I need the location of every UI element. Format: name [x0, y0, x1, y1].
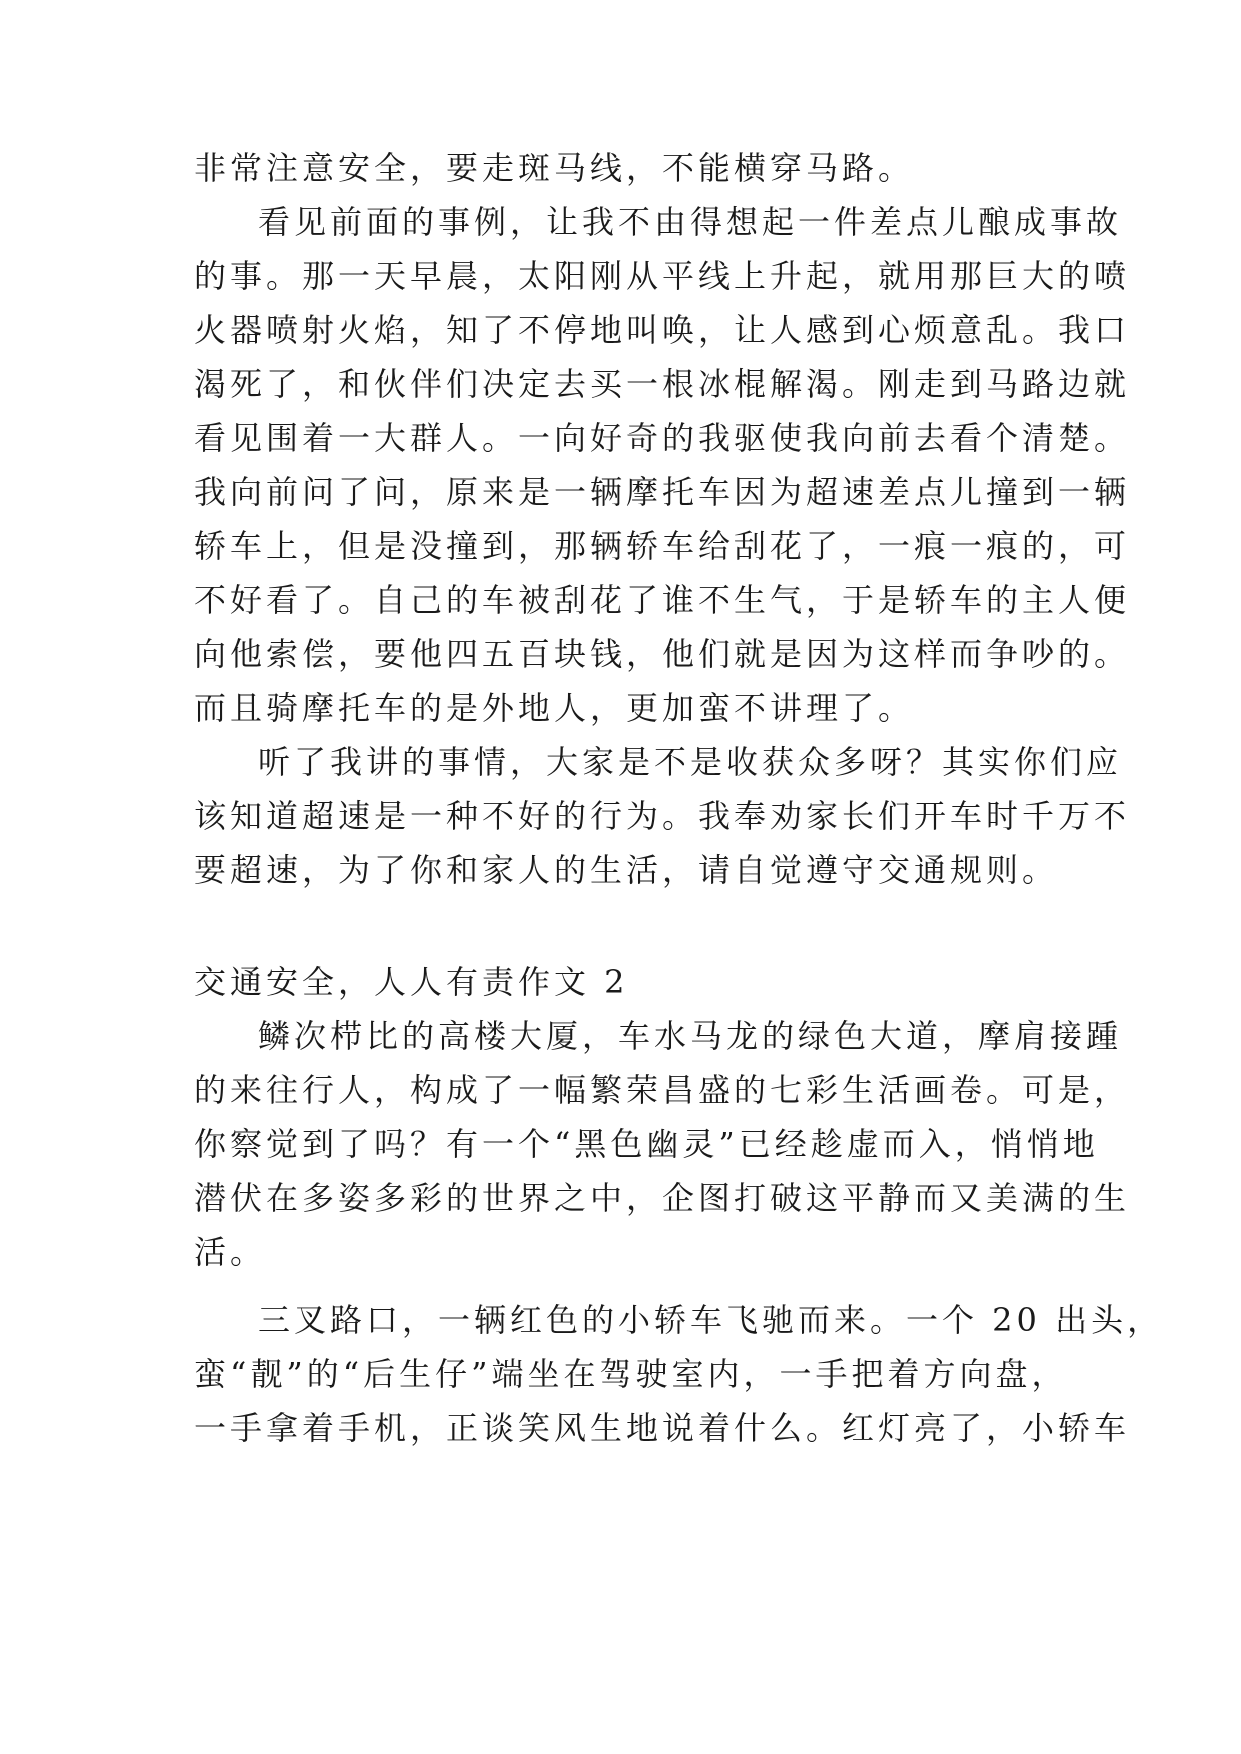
paragraph-first-line: 看见前面的事例，让我不由得想起一件差点儿酿成事故 [258, 203, 1123, 241]
text-line: 一手拿着手机，正谈笑风生地说着什么。红灯亮了，小轿车 [194, 1409, 1131, 1447]
paragraph-first-line: 听了我讲的事情，大家是不是收获众多呀？其实你们应 [258, 743, 1123, 781]
paragraph-first-line: 鳞次栉比的高楼大厦，车水马龙的绿色大道，摩肩接踵 [258, 1017, 1123, 1055]
section-heading: 交通安全，人人有责作文 2 [194, 963, 629, 1001]
text-line: 潜伏在多姿多彩的世界之中，企图打破这平静而又美满的生 [194, 1179, 1131, 1217]
text-line: 向他索偿，要他四五百块钱，他们就是因为这样而争吵的。 [194, 635, 1131, 673]
text-line: 火器喷射火焰，知了不停地叫唤，让人感到心烦意乱。我口 [194, 311, 1131, 349]
text-line: 看见围着一大群人。一向好奇的我驱使我向前去看个清楚。 [194, 419, 1131, 457]
text-line: 非常注意安全，要走斑马线，不能横穿马路。 [194, 149, 915, 187]
text-line: 蛮“靓”的“后生仔”端坐在驾驶室内，一手把着方向盘， [194, 1355, 1068, 1393]
text-line: 不好看了。自己的车被刮花了谁不生气，于是轿车的主人便 [194, 581, 1131, 619]
text-line: 你察觉到了吗？有一个“黑色幽灵”已经趁虚而入，悄悄地 [194, 1125, 1099, 1163]
text-line: 的事。那一天早晨，太阳刚从平线上升起，就用那巨大的喷 [194, 257, 1131, 295]
text-line: 该知道超速是一种不好的行为。我奉劝家长们开车时千万不 [194, 797, 1131, 835]
text-line: 而且骑摩托车的是外地人，更加蛮不讲理了。 [194, 689, 915, 727]
text-line: 轿车上，但是没撞到，那辆轿车给刮花了，一痕一痕的，可 [194, 527, 1131, 565]
text-line: 我向前问了问，原来是一辆摩托车因为超速差点儿撞到一辆 [194, 473, 1131, 511]
text-line: 渴死了，和伙伴们决定去买一根冰棍解渴。刚走到马路边就 [194, 365, 1131, 403]
text-line: 的来往行人，构成了一幅繁荣昌盛的七彩生活画卷。可是， [194, 1071, 1131, 1109]
text-line: 活。 [194, 1233, 267, 1271]
text-line: 要超速，为了你和家人的生活，请自觉遵守交通规则。 [194, 851, 1059, 889]
paragraph-first-line: 三叉路口，一辆红色的小轿车飞驰而来。一个 20 出头， [258, 1301, 1164, 1339]
